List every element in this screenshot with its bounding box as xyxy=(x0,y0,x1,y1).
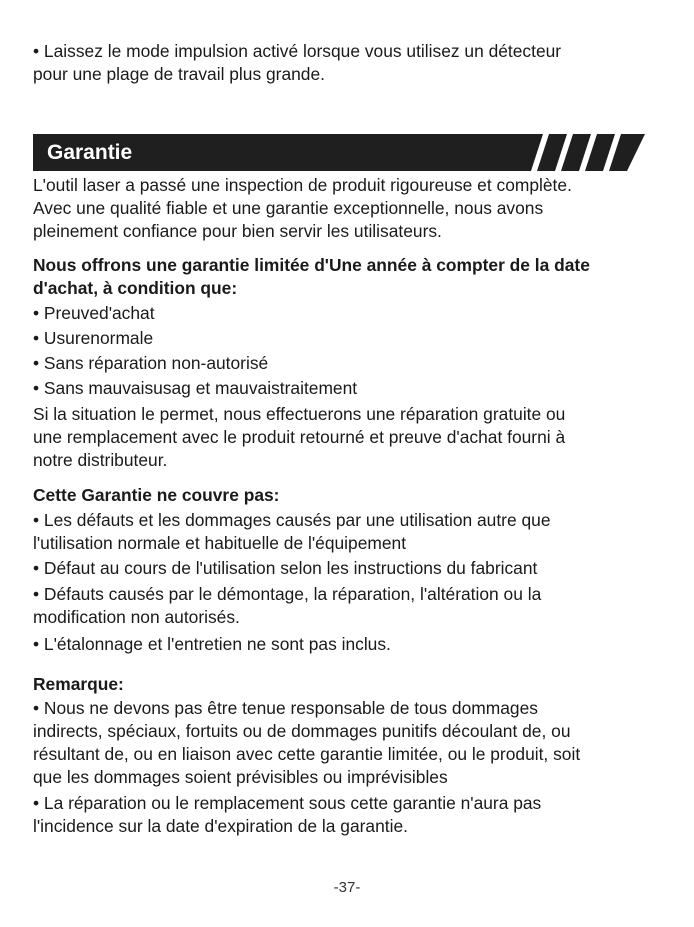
exclusion-item: • Défaut au cours de l'utilisation selon les instructions du fabricant xyxy=(33,558,538,578)
section-title: Garantie xyxy=(47,141,133,164)
exclusion-item: • Défauts causés par le démontage, la réparation, l'altération ou la modification non autorisés. xyxy=(33,584,542,627)
exclusion-item: • Les défauts et les dommages causés par une utilisation autre que l'utilisation normale et habituelle de l'équipement xyxy=(33,510,551,553)
list-item: • Sans réparation non-autorisé xyxy=(33,353,269,373)
conditions-list xyxy=(33,301,673,401)
paragraph-line: une remplacement avec le produit retourné et preuve d'achat fourni à xyxy=(33,427,566,447)
offer-heading xyxy=(33,254,673,300)
intro-line: • Laissez le mode impulsion activé lorsque vous utilisez un détecteur xyxy=(33,41,562,61)
paragraph-line: notre distributeur. xyxy=(33,450,168,470)
remark-item: • La réparation ou le remplacement sous cette garantie n'aura pas l'incidence sur la date d'expiration de la garantie. xyxy=(33,793,542,836)
list-item: • Preuved'achat xyxy=(33,303,155,323)
list-item: • Sans mauvaisusag et mauvaistraitement xyxy=(33,378,358,398)
offer-heading-line: d'achat, à condition que: xyxy=(33,278,238,298)
paragraph-line: pleinement confiance pour bien servir les utilisateurs. xyxy=(33,221,442,241)
intro-line: pour une plage de travail plus grande. xyxy=(33,64,325,84)
offer-heading-line: Nous offrons une garantie limitée d'Une année à compter de la date xyxy=(33,255,590,275)
repair-paragraph xyxy=(33,403,673,472)
intro-paragraph xyxy=(33,40,673,86)
section-banner xyxy=(33,134,645,171)
page-number: -37- xyxy=(333,879,361,896)
paragraph-line: Avec une qualité fiable et une garantie exceptionnelle, nous avons xyxy=(33,198,544,218)
inspection-paragraph xyxy=(33,174,673,243)
exclusions-heading: Cette Garantie ne couvre pas: xyxy=(33,485,280,505)
remark-item: • Nous ne devons pas être tenue responsable de tous dommages indirects, spéciaux, fortuits ou de dommages punitifs découlant de, ou résultant de, ou en liaison avec cette garantie limitée, ou le produit, soit que les dommages soient prévisibles ou imprévisibles xyxy=(33,698,581,787)
remark-heading: Remarque: xyxy=(33,674,124,694)
list-item: • Usurenormale xyxy=(33,328,154,348)
exclusion-item: • L'étalonnage et l'entretien ne sont pas inclus. xyxy=(33,634,391,654)
paragraph-line: L'outil laser a passé une inspection de produit rigoureuse et complète. xyxy=(33,175,572,195)
paragraph-line: Si la situation le permet, nous effectuerons une réparation gratuite ou xyxy=(33,404,566,424)
